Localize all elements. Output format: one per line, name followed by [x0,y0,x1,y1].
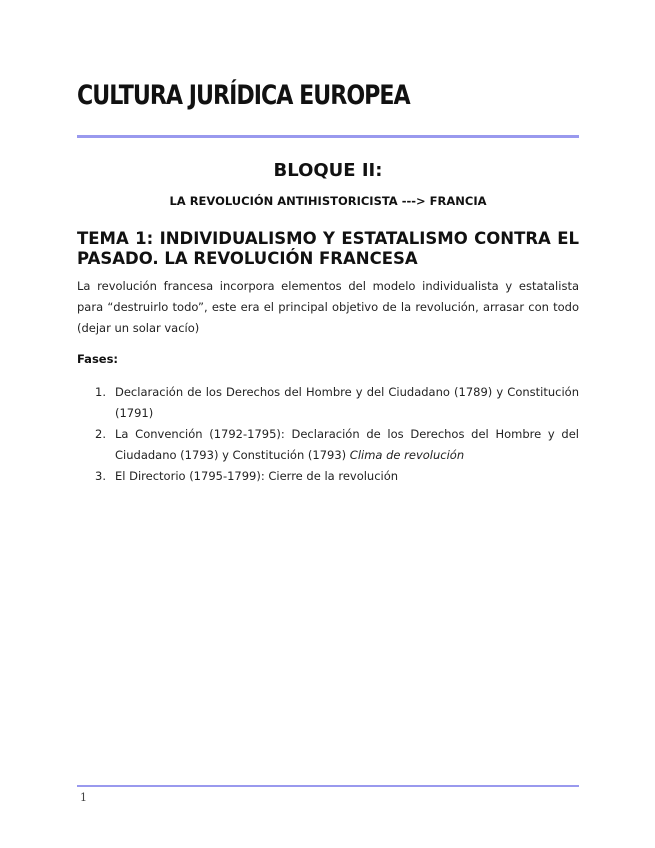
list-item [77,466,579,487]
phases-label: Fases: [77,352,119,366]
list-item-text: La Convención (1792-1795): Declaración de los Derechos del Hombre y del Ciudadano (1793) y Constitución (1793) [115,427,579,462]
list-item [77,424,579,466]
header-divider [77,135,579,138]
intro-paragraph: La revolución francesa incorpora elementos del modelo individualista y estatalista para “destruirlo todo”, este era el principal objetivo de la revolución, arrasar con todo (dejar un solar vacío) [77,279,579,335]
page-number: 1 [80,791,87,804]
block-title: BLOQUE II: [273,160,383,181]
list-item-number: 3. [95,469,106,483]
list-item-text: El Directorio (1795-1799): Cierre de la revolución [115,469,399,483]
document-title: CULTURA JURÍDICA EUROPEA [77,80,410,111]
topic-heading: TEMA 1: INDIVIDUALISMO Y ESTATALISMO CONTRA EL PASADO. LA REVOLUCIÓN FRANCESA [77,229,579,268]
list-item-text: Declaración de los Derechos del Hombre y del Ciudadano (1789) y Constitución (1791) [115,385,579,420]
list-item [77,382,579,424]
phases-list [77,382,579,487]
block-subtitle: LA REVOLUCIÓN ANTIHISTORICISTA ---> FRANCIA [169,194,487,208]
list-item-number: 1. [95,385,106,399]
footer-divider [77,785,579,787]
list-item-note: Clima de revolución [349,448,465,462]
list-item-number: 2. [95,427,106,441]
